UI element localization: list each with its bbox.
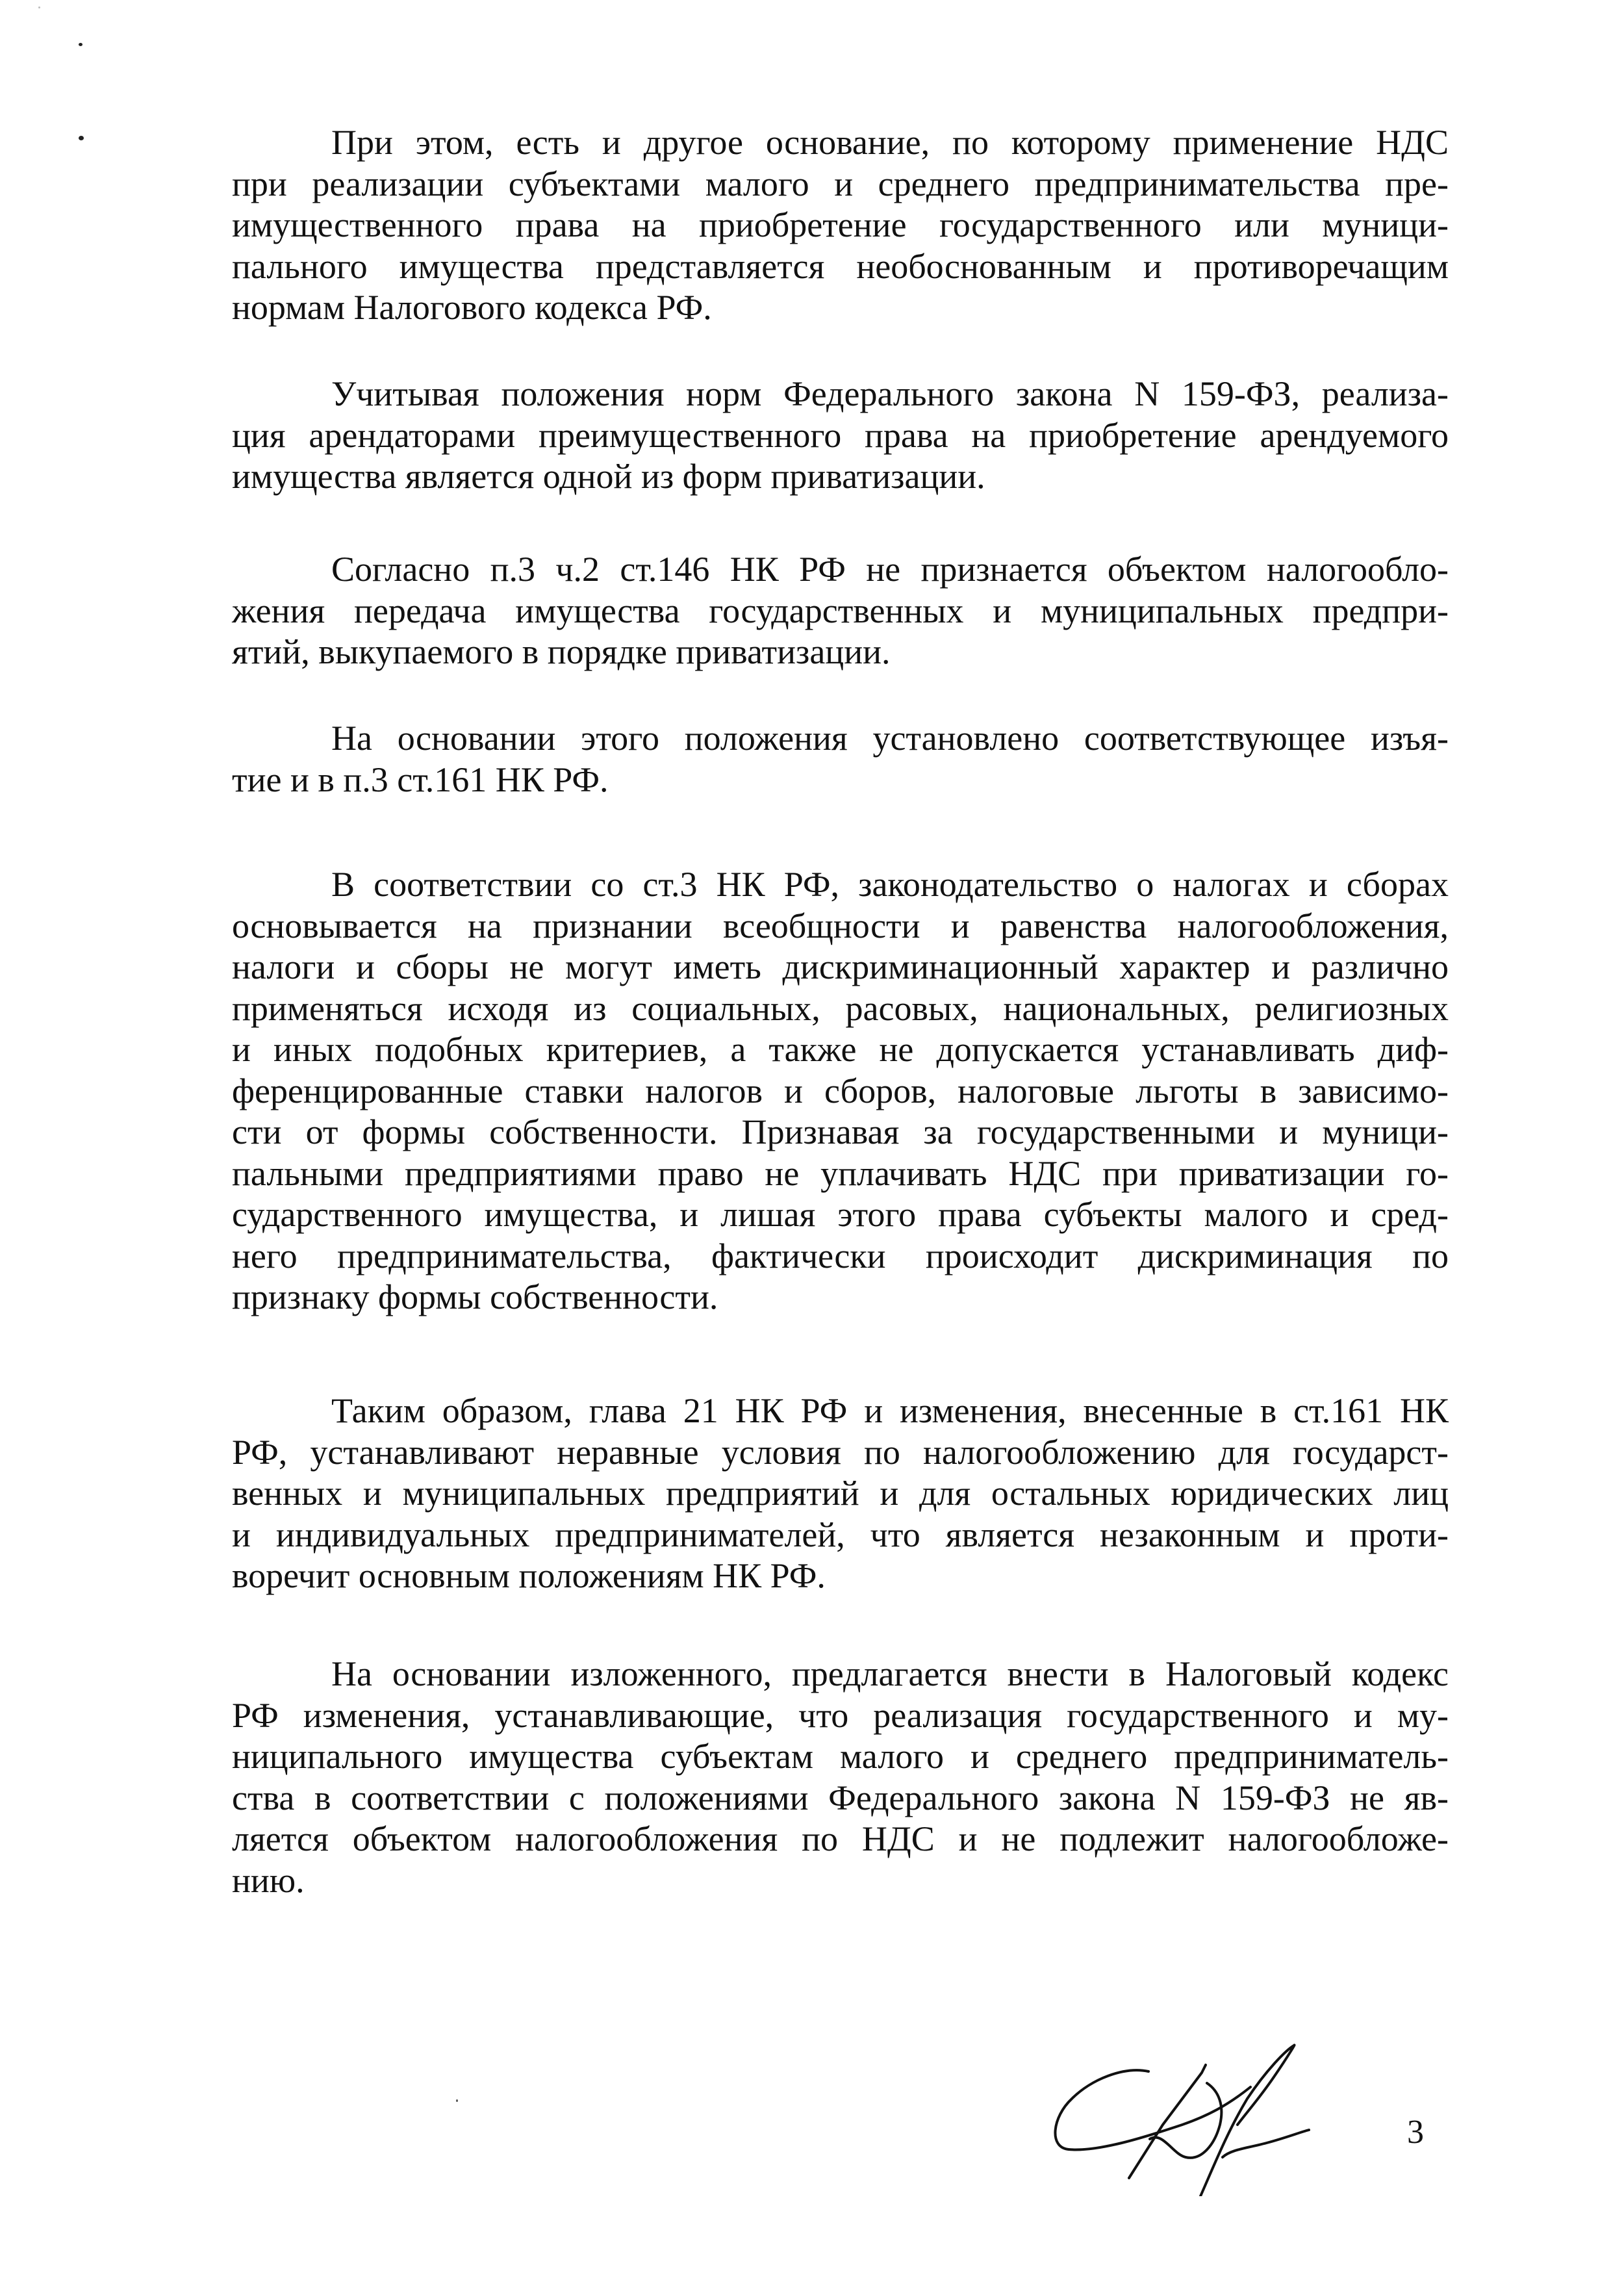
paragraph-chapter-21-conclusion: [232, 1390, 1449, 1597]
text-line: [232, 1236, 1449, 1277]
text-line-content: основывается на признании всеобщности и равенства налогообложения,: [232, 906, 1449, 945]
text-line: [232, 1654, 1449, 1695]
text-line: [232, 1029, 1449, 1071]
text-line: [232, 1860, 1449, 1902]
text-line-content: имущества является одной из форм приватизации.: [232, 457, 985, 496]
text-line: [232, 1695, 1449, 1737]
text-line-content: ция арендаторами преимущественного права на приобретение арендуемого: [232, 415, 1449, 455]
text-line: [232, 760, 1449, 801]
paragraph-proposal: [232, 1654, 1449, 1901]
text-line-content: ятий, выкупаемого в порядке приватизации.: [232, 632, 891, 671]
page-number: 3: [1407, 2114, 1424, 2151]
text-line: [232, 1194, 1449, 1236]
text-line: [232, 1473, 1449, 1515]
text-line-content: признаку формы собственности.: [232, 1277, 718, 1316]
text-line: [232, 906, 1449, 947]
text-line-content: и иных подобных критериев, а также не допускается устанавливать диф-: [232, 1030, 1449, 1069]
text-line-content: ниципального имущества субъектам малого и среднего предприниматель-: [232, 1737, 1449, 1776]
text-line: [232, 1778, 1449, 1819]
text-line: [232, 1819, 1449, 1860]
paragraph-article-161: [232, 718, 1449, 801]
text-line: [232, 1390, 1449, 1432]
text-line-content: нормам Налогового кодекса РФ.: [232, 288, 712, 327]
text-line: [232, 1277, 1449, 1318]
text-line-content: На основании изложенного, предлагается внести в Налоговый кодекс: [331, 1654, 1449, 1693]
paragraph-article-146: [232, 549, 1449, 673]
text-line-content: Учитывая положения норм Федерального закона N 159-ФЗ, реализа-: [331, 374, 1449, 413]
text-line-content: сти от формы собственности. Признавая за государственными и муници-: [232, 1112, 1449, 1151]
text-line: [232, 1515, 1449, 1556]
text-line-content: пального имущества представляется необоснованным и противоречащим: [232, 246, 1449, 286]
text-line-content: пальными предприятиями право не уплачивать НДС при приватизации го-: [232, 1153, 1449, 1193]
text-line-content: РФ изменения, устанавливающие, что реализация государственного и му-: [232, 1695, 1449, 1735]
text-line: [232, 205, 1449, 246]
text-line-content: Таким образом, глава 21 НК РФ и изменения, внесенные в ст.161 НК: [331, 1391, 1449, 1430]
text-line-content: применяться исходя из социальных, расовых, национальных, религиозных: [232, 988, 1449, 1028]
paragraph-article-3-discrimination: [232, 864, 1449, 1318]
text-line: [232, 718, 1449, 760]
text-line: [232, 1736, 1449, 1778]
text-line: [232, 864, 1449, 906]
text-line: [232, 988, 1449, 1030]
text-line: [232, 591, 1449, 632]
text-line-content: В соответствии со ст.3 НК РФ, законодательство о налогах и сборах: [331, 865, 1449, 904]
text-line-content: При этом, есть и другое основание, по которому применение НДС: [331, 123, 1449, 162]
text-line-content: РФ, устанавливают неравные условия по налогообложению для государст-: [232, 1432, 1449, 1472]
text-line-content: и индивидуальных предпринимателей, что является незаконным и проти-: [232, 1515, 1449, 1554]
text-line: [232, 1432, 1449, 1474]
text-line-content: венных и муниципальных предприятий и для остальных юридических лиц: [232, 1474, 1449, 1513]
text-line: [232, 1556, 1449, 1597]
text-line: [232, 1153, 1449, 1195]
scan-speck: [456, 2099, 458, 2102]
text-line-content: Согласно п.3 ч.2 ст.146 НК РФ не признается объектом налогообло-: [331, 550, 1449, 589]
text-line-content: нию.: [232, 1860, 305, 1900]
paragraph-159-fz-privatization: [232, 374, 1449, 498]
text-line: [232, 1112, 1449, 1153]
text-line: [232, 287, 1449, 329]
signature-icon: [1052, 2034, 1325, 2196]
text-line-content: На основании этого положения установлено соответствующее изъя-: [331, 719, 1449, 758]
paragraph-alternative-ground: [232, 122, 1449, 329]
scan-speck: [79, 136, 84, 140]
text-line-content: воречит основным положениям НК РФ.: [232, 1556, 826, 1595]
scan-speck: [38, 6, 40, 8]
text-line: [232, 246, 1449, 288]
text-line-content: ференцированные ставки налогов и сборов, налоговые льготы в зависимо-: [232, 1071, 1449, 1110]
text-line: [232, 164, 1449, 205]
text-line-content: налоги и сборы не могут иметь дискриминационный характер и различно: [232, 947, 1449, 986]
text-line: [232, 122, 1449, 164]
text-line-content: при реализации субъектами малого и среднего предпринимательства пре-: [232, 164, 1449, 203]
text-line: [232, 1071, 1449, 1112]
text-line-content: сударственного имущества, и лишая этого права субъекты малого и сред-: [232, 1195, 1449, 1234]
text-line-content: имущественного права на приобретение государственного или муници-: [232, 205, 1449, 244]
text-line: [232, 456, 1449, 498]
text-line: [232, 632, 1449, 673]
text-line: [232, 549, 1449, 591]
text-line-content: жения передача имущества государственных и муниципальных предпри-: [232, 591, 1449, 630]
text-line-content: него предпринимательства, фактически происходит дискриминация по: [232, 1236, 1449, 1275]
text-line-content: тие и в п.3 ст.161 НК РФ.: [232, 760, 609, 799]
text-line: [232, 947, 1449, 988]
text-line: [232, 415, 1449, 457]
text-line: [232, 374, 1449, 415]
scan-speck: [79, 43, 82, 46]
text-line-content: ства в соответствии с положениями Федерального закона N 159-ФЗ не яв-: [232, 1778, 1449, 1817]
text-line-content: ляется объектом налогообложения по НДС и не подлежит налогообложе-: [232, 1819, 1449, 1858]
